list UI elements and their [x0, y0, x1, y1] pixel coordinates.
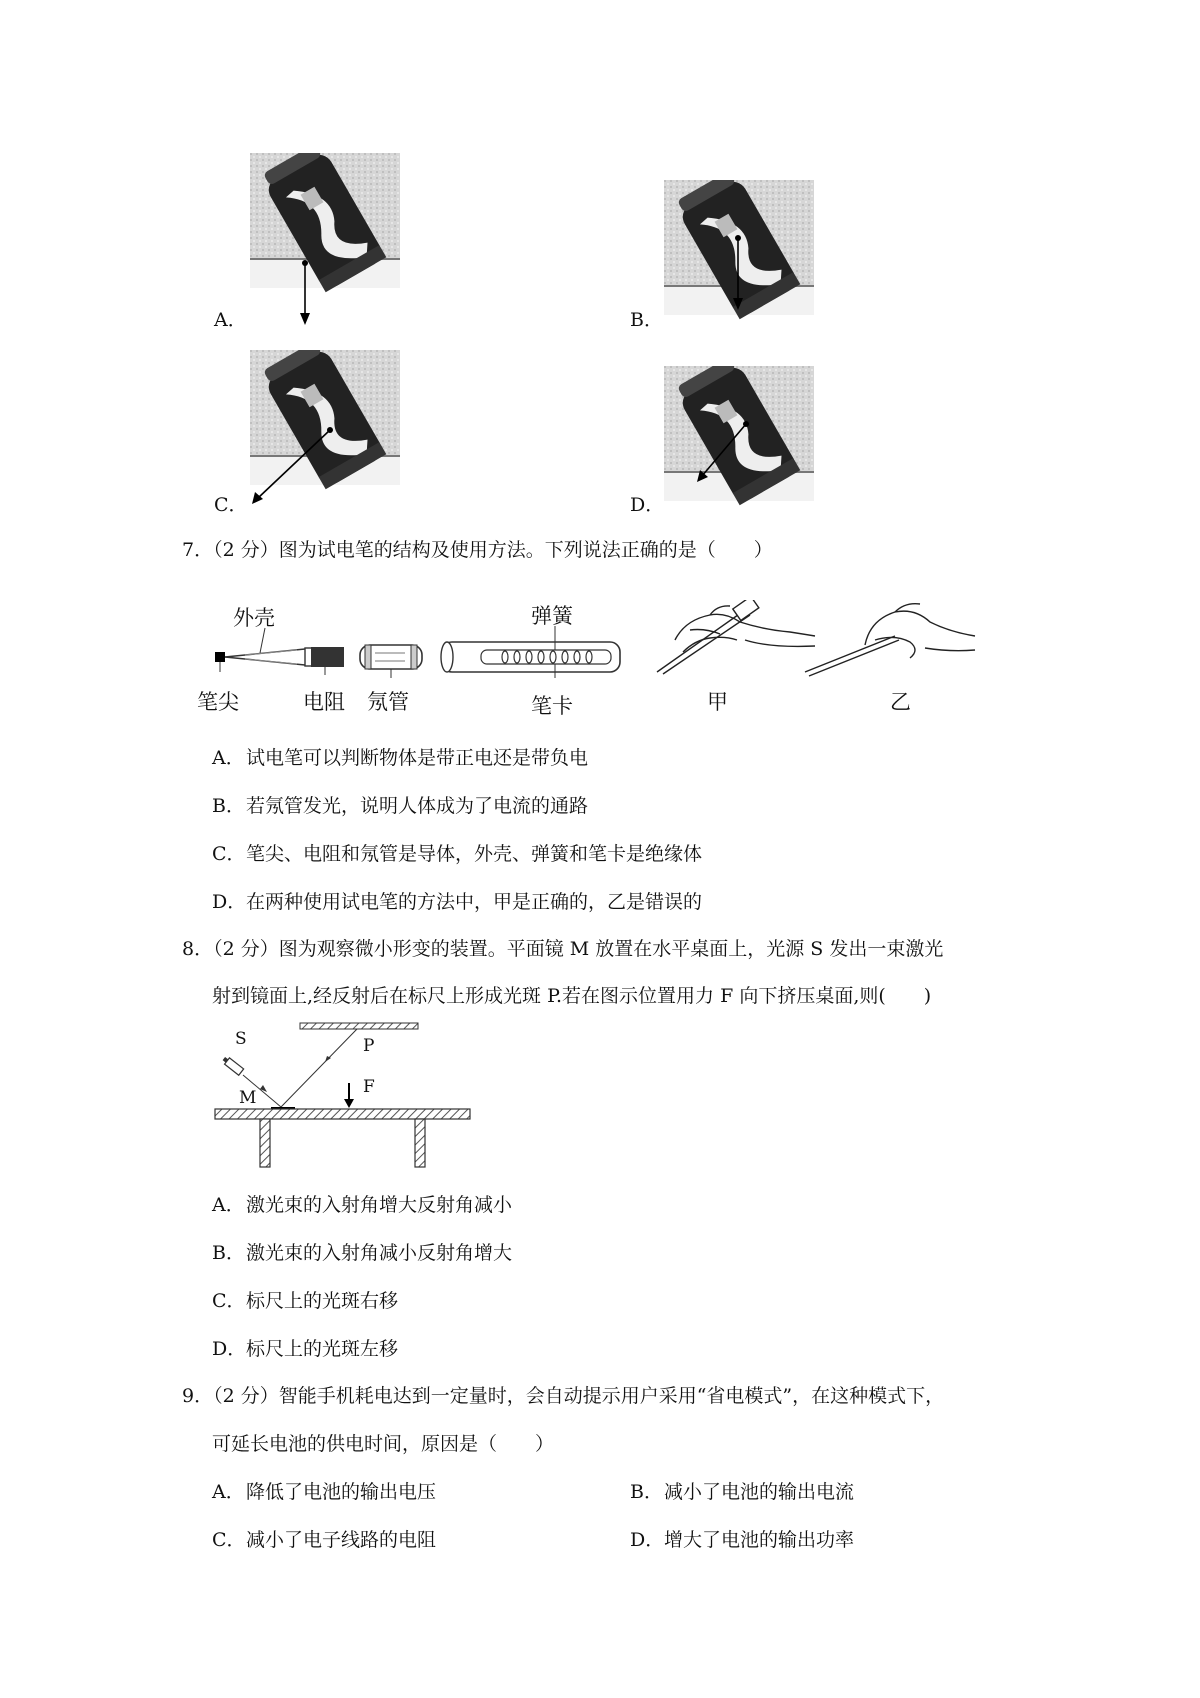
can-image-c — [250, 350, 410, 510]
question-text: （2 分）图为试电笔的结构及使用方法。下列说法正确的是（ ） — [213, 539, 773, 561]
option-letter: C． — [212, 1529, 246, 1551]
label-shell: 外壳 — [233, 606, 275, 630]
option-letter: B． — [212, 795, 245, 817]
mirror-deformation-diagram — [205, 1015, 485, 1170]
option-text: 激光束的入射角减小反射角增大 — [246, 1242, 513, 1264]
label-clip: 笔卡 — [531, 694, 573, 718]
option-letter: B． — [630, 309, 663, 331]
option-text: 笔尖、电阻和氖管是导体，外壳、弹簧和笔卡是绝缘体 — [246, 843, 703, 865]
question-number: 8． — [182, 938, 214, 960]
question-9-stem-line2: 可延长电池的供电时间，原因是（ ） — [212, 1433, 555, 1455]
can-image-b — [664, 180, 824, 320]
option-letter: C． — [214, 494, 248, 516]
option-text: 在两种使用试电笔的方法中，甲是正确的，乙是错误的 — [246, 891, 703, 913]
option-letter: D． — [630, 1529, 665, 1551]
option-text: 增大了电池的输出功率 — [664, 1529, 855, 1551]
label-P: P — [363, 1036, 375, 1056]
label-neon-tube: 氖管 — [367, 690, 409, 714]
option-text: 激光束的入射角增大反射角减小 — [246, 1194, 513, 1216]
option-letter: A． — [214, 309, 247, 331]
question-9-stem-line1 — [182, 1384, 944, 1408]
option-text: 试电笔可以判断物体是带正电还是带负电 — [246, 747, 589, 769]
question-7-stem — [182, 538, 773, 562]
question-text: （2 分）图为观察微小形变的装置。平面镜 M 放置在水平桌面上，光源 S 发出一束激光 — [213, 938, 944, 960]
option-letter: C． — [212, 843, 246, 865]
question-number: 7． — [182, 539, 214, 561]
label-M: M — [239, 1088, 257, 1108]
option-text: 标尺上的光斑左移 — [246, 1338, 399, 1360]
option-letter: B． — [212, 1242, 245, 1264]
option-letter: D． — [212, 1338, 247, 1360]
label-resistor: 电阻 — [303, 690, 345, 714]
option-text: 标尺上的光斑右移 — [246, 1290, 399, 1312]
option-letter: D． — [212, 891, 247, 913]
question-number: 9． — [182, 1385, 214, 1407]
option-letter: A． — [212, 747, 245, 769]
label-tip: 笔尖 — [197, 690, 239, 714]
option-text: 若氖管发光，说明人体成为了电流的通路 — [246, 795, 589, 817]
can-image-a — [250, 153, 410, 328]
option-letter: C． — [212, 1290, 246, 1312]
label-S: S — [235, 1029, 247, 1049]
label-yi: 乙 — [890, 690, 911, 714]
option-letter: D． — [630, 494, 665, 516]
question-8-stem-line2: 射到镜面上,经反射后在标尺上形成光斑 P.若在图示位置用力 F 向下挤压桌面,则( ) — [212, 985, 932, 1007]
option-letter: B． — [630, 1481, 663, 1503]
label-spring: 弹簧 — [531, 604, 573, 628]
option-letter: A． — [212, 1194, 245, 1216]
option-text: 减小了电子线路的电阻 — [246, 1529, 437, 1551]
label-F: F — [363, 1077, 375, 1097]
question-8-stem-line1 — [182, 937, 943, 961]
option-letter: A． — [212, 1481, 245, 1503]
label-jia: 甲 — [707, 690, 728, 714]
option-text: 降低了电池的输出电压 — [246, 1481, 437, 1503]
option-text: 减小了电池的输出电流 — [664, 1481, 855, 1503]
can-image-d — [664, 366, 824, 511]
question-text: （2 分）智能手机耗电达到一定量时，会自动提示用户采用“省电模式”，在这种模式下， — [213, 1385, 945, 1407]
test-pen-diagram — [197, 600, 985, 720]
